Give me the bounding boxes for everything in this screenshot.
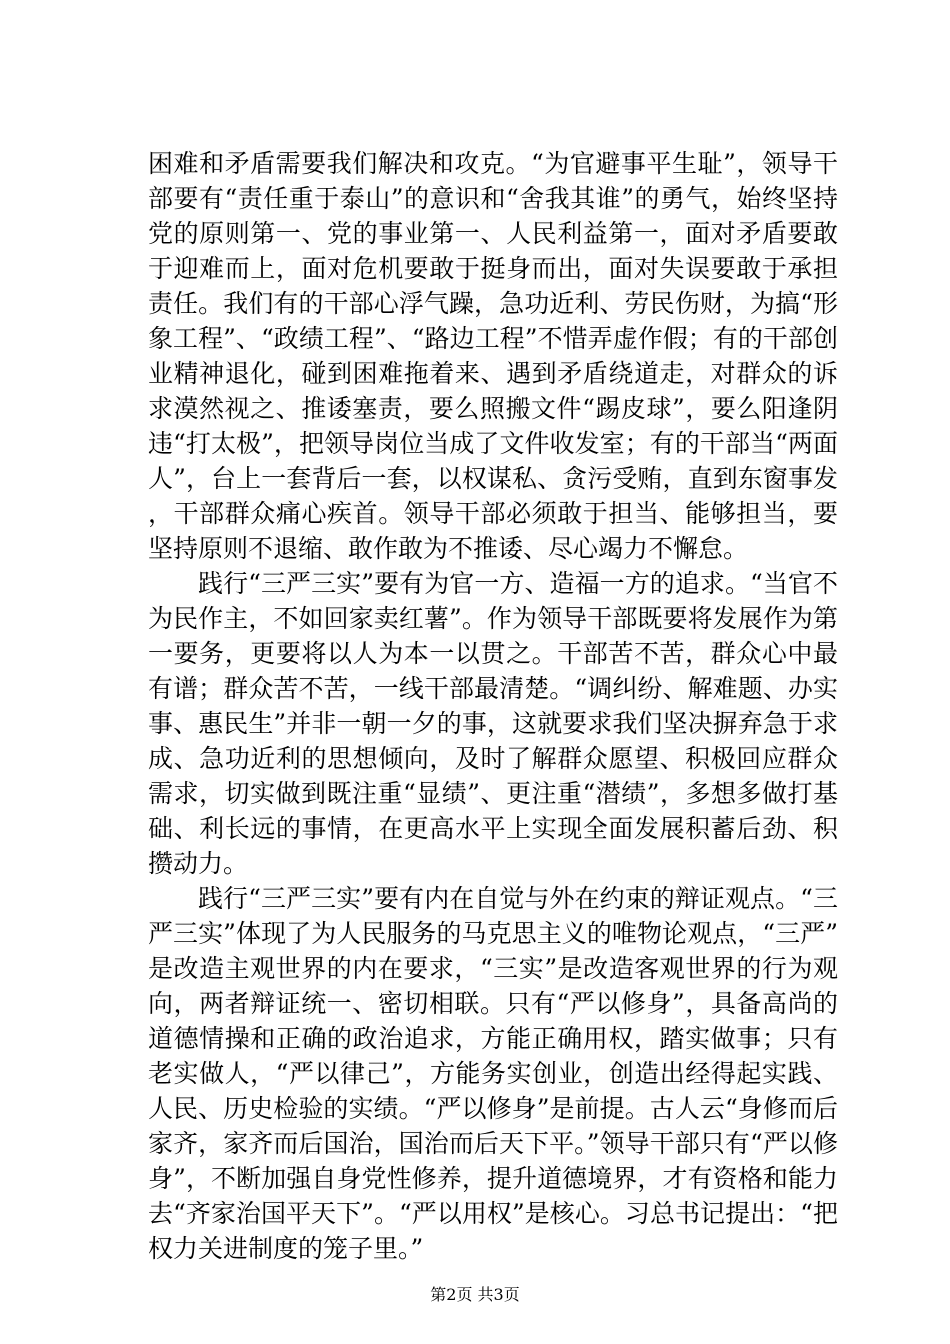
page-footer: 第2页 共3页 [430, 1285, 520, 1304]
paragraph-2: 践行“三严三实”要有为官一方、造福一方的追求。“当官不为民作主，不如回家卖红薯”。作为领导干部既要将发展作为第一要务，更要将以人为本一以贯之。干部苦不苦，群众心中最有谱；群众苦不苦，一线干部最清楚。“调纠纷、解难题、办实事、惠民生”并非一朝一夕的事，这就要求我们坚决摒弃急于求成、急功近利的思想倾向，及时了解群众愿望、积极回应群众需求，切实做到既注重“显绩”、更注重“潜绩”，多想多做打基础、利长远的事情，在更高水平上实现全面发展积蓄后劲、积攒动力。 [148, 569, 838, 878]
document-body [148, 146, 838, 1266]
paragraph-3: 践行“三严三实”要有内在自觉与外在约束的辩证观点。“三严三实”体现了为人民服务的马克思主义的唯物论观点，“三严”是改造主观世界的内在要求，“三实”是改造客观世界的行为观向，两者辩证统一、密切相联。只有“严以修身”，具备高尚的道德情操和正确的政治追求，方能正确用权，踏实做事；只有老实做人，“严以律己”，方能务实创业，创造出经得起实践、人民、历史检验的实绩。“严以修身”是前提。古人云“身修而后家齐，家齐而后国治，国治而后天下平。”领导干部只有“严以修身”，不断加强自身党性修养，提升道德境界，才有资格和能力去“齐家治国平天下”。“严以用权”是核心。习总书记提出：“把权力关进制度的笼子里。” [148, 884, 838, 1263]
paragraph-1: 困难和矛盾需要我们解决和攻克。“为官避事平生耻”，领导干部要有“责任重于泰山”的意识和“舍我其谁”的勇气，始终坚持党的原则第一、党的事业第一、人民利益第一，面对矛盾要敢于迎难而上，面对危机要敢于挺身而出，面对失误要敢于承担责任。我们有的干部心浮气躁，急功近利、劳民伤财，为搞“形象工程”、“政绩工程”、“路边工程”不惜弄虚作假；有的干部创业精神退化，碰到困难拖着来、遇到矛盾绕道走，对群众的诉求漠然视之、推诿塞责，要么照搬文件“踢皮球”，要么阳逢阴违“打太极”，把领导岗位当成了文件收发室；有的干部当“两面人”，台上一套背后一套，以权谋私、贪污受贿，直到东窗事发，干部群众痛心疾首。领导干部必须敢于担当、能够担当，要坚持原则不退缩、敢作敢为不推诿、尽心竭力不懈怠。 [148, 149, 838, 563]
